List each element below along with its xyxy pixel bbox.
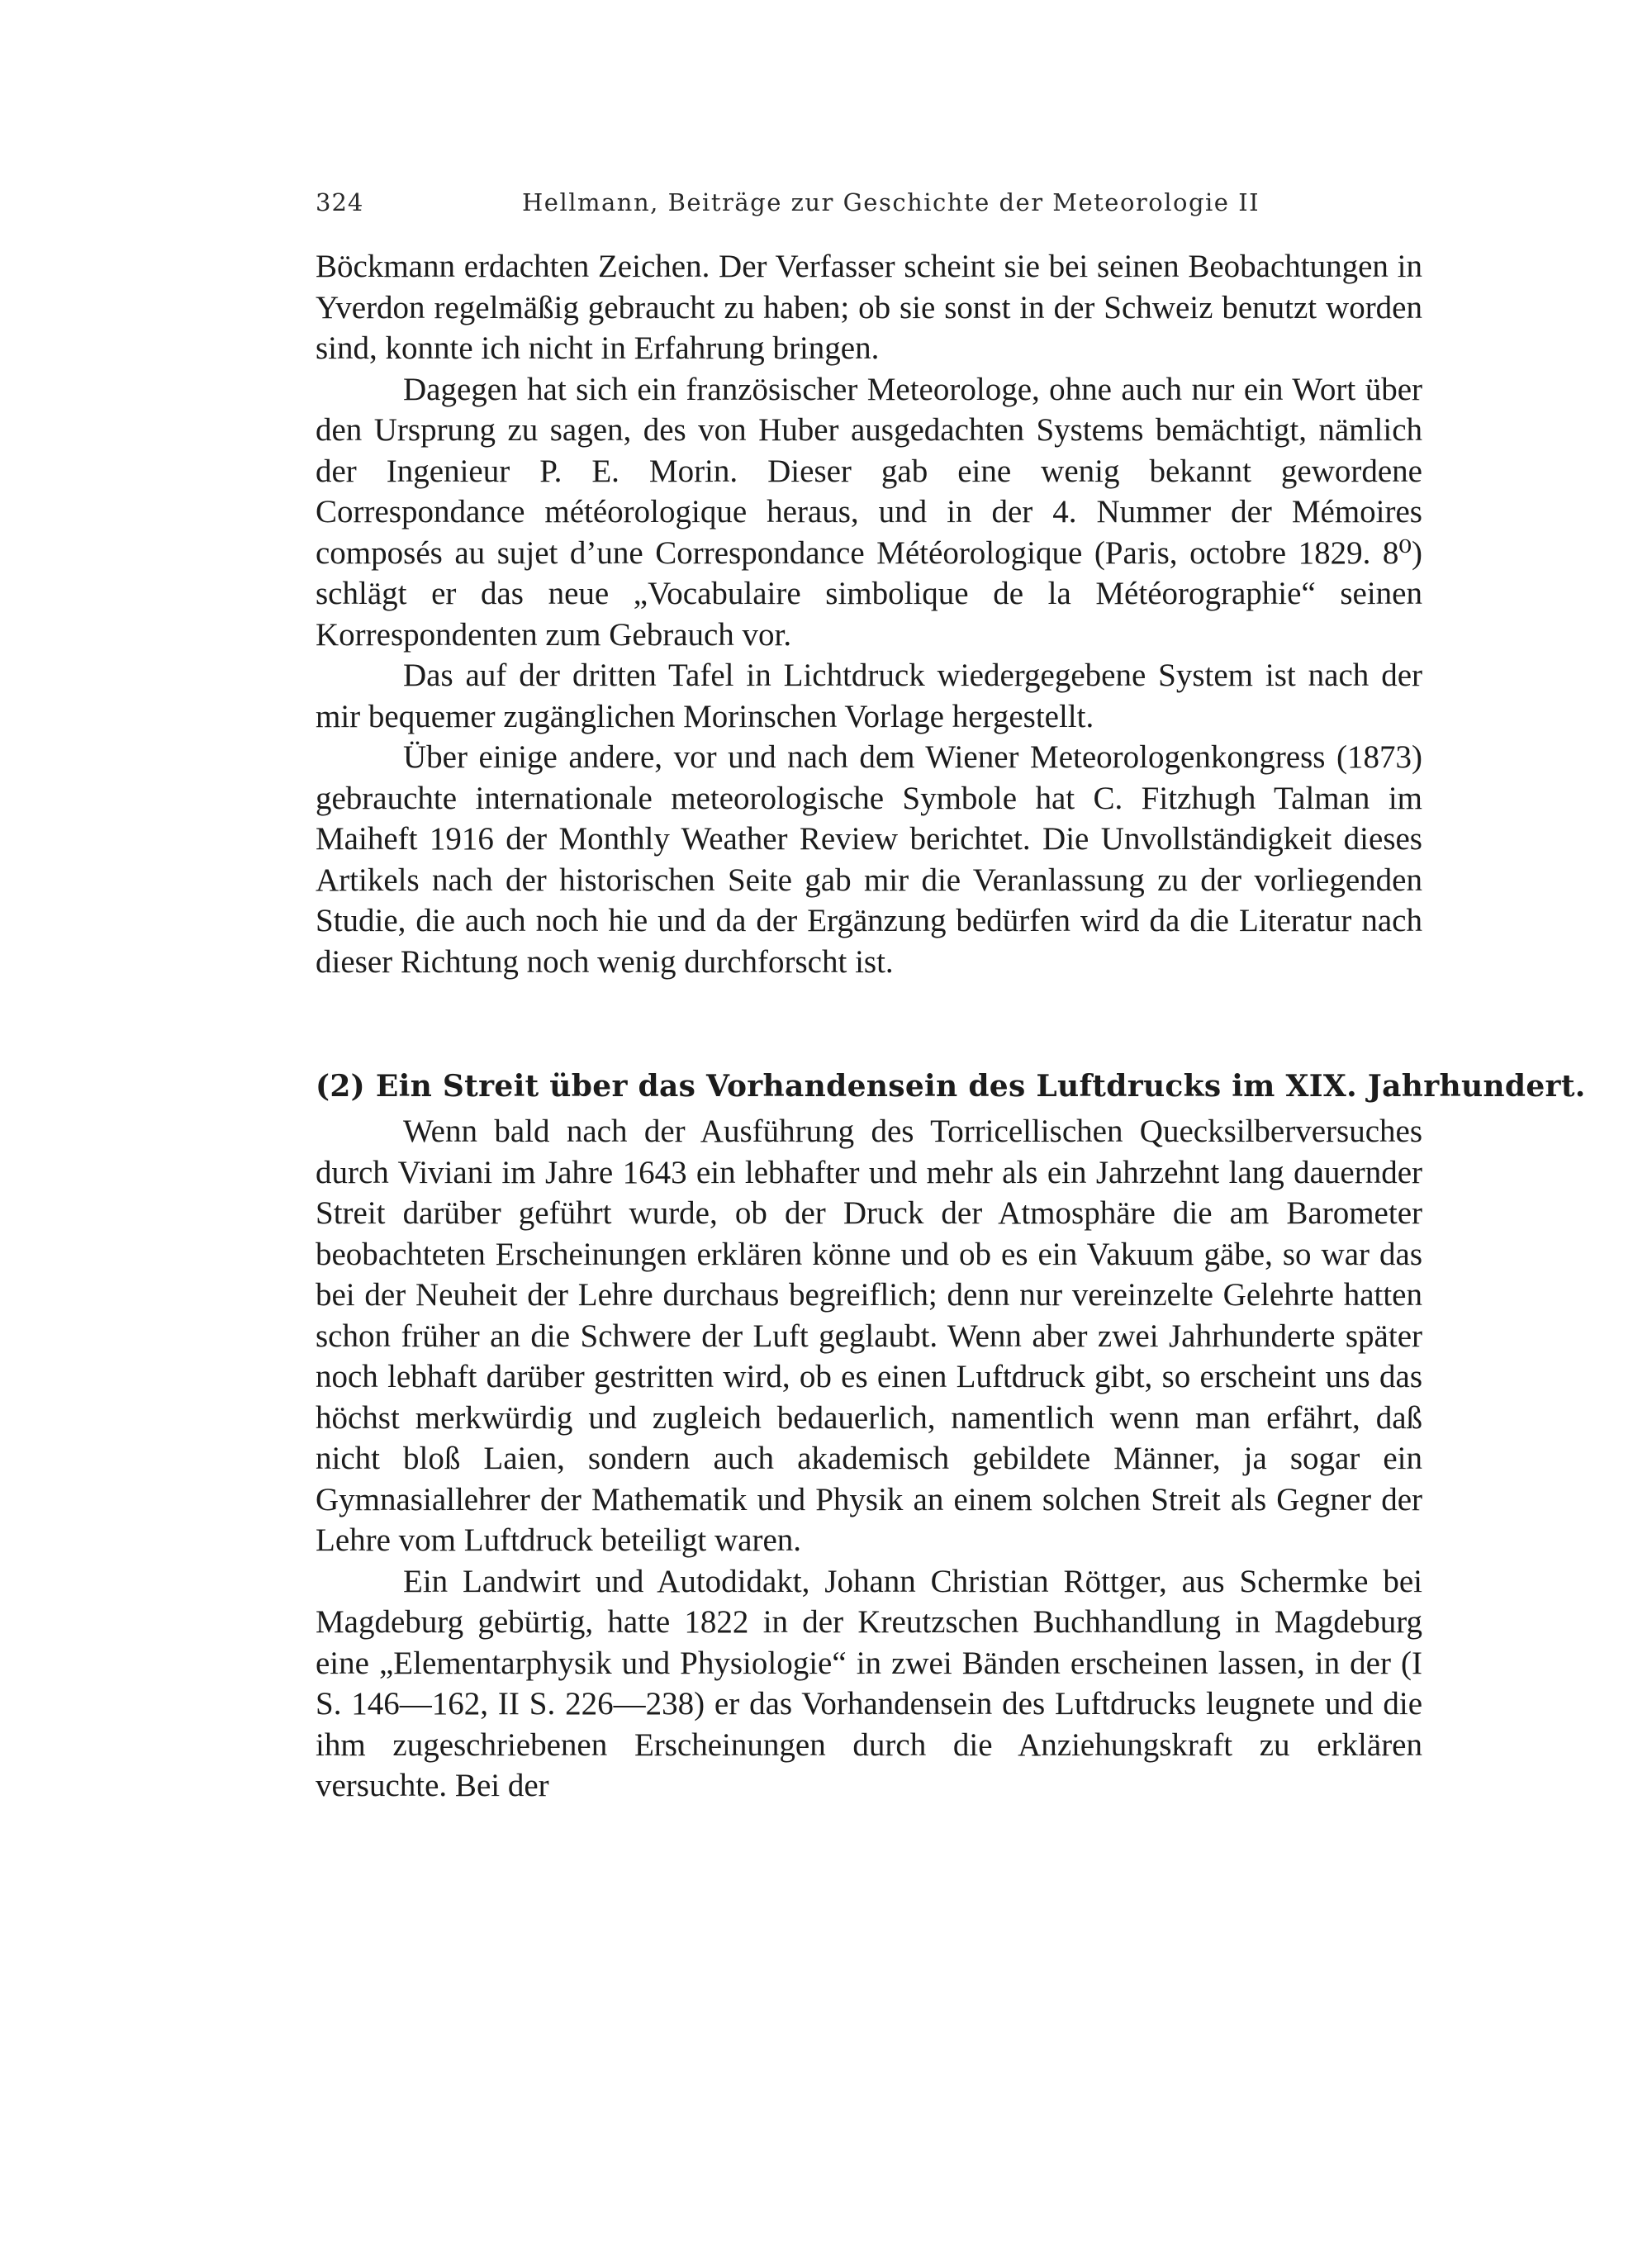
- running-title: Hellmann, Beiträge zur Geschichte der Meteorologie II: [522, 188, 1260, 216]
- paragraph-2: Dagegen hat sich ein französischer Meteorologe, ohne auch nur ein Wort über den Ursprung zu sagen, des von Huber ausgedachten Systems bemächtigt, nämlich der Ingenieur P. E. Morin. Dieser gab eine wenig bekannt gewordene Correspondance météorologique heraus, und in der 4. Nummer der Mémoires composés au sujet d’une Correspondance Météorologique (Paris, octobre 1829. 8⁰) schlägt er das neue „Vocabulaire simbolique de la Météorographie“ seinen Korrespondenten zum Gebrauch vor.: [316, 371, 1422, 653]
- paragraph-6: Ein Landwirt und Autodidakt, Johann Christian Röttger, aus Schermke bei Magdeburg gebürtig, hatte 1822 in der Kreutzschen Buchhandlung in Magdeburg eine „Elementarphysik und Physiologie“ in zwei Bänden erscheinen lassen, in der (I S. 146—162, II S. 226—238) er das Vorhandensein des Luftdrucks leugnete und die ihm zugeschriebenen Erscheinungen durch die Anziehungskraft zu erklären versuchte. Bei der: [316, 1563, 1422, 1803]
- paragraph-4: Über einige andere, vor und nach dem Wiener Meteorologenkongress (1873) gebrauchte internationale meteorologische Symbole hat C. Fitzhugh Talman im Maiheft 1916 der Monthly Weather Review berichtet. Die Unvollständigkeit dieses Artikels nach der historischen Seite gab mir die Veranlassung zu der vorliegenden Studie, die auch noch hie und da der Ergänzung bedürfen wird da die Literatur nach dieser Richtung noch wenig durchforscht ist.: [316, 739, 1422, 980]
- body-text: [316, 246, 1586, 1807]
- section-heading: (2) Ein Streit über das Vorhandensein des Luftdrucks im XIX. Jahrhundert.: [316, 1069, 1586, 1104]
- bottom-margin: [0, 2065, 1652, 2251]
- page-header: [316, 188, 1439, 238]
- page-number: 324: [316, 188, 364, 216]
- paragraph-1: Böckmann erdachten Zeichen. Der Verfasser scheint sie bei seinen Beobachtungen in Yverdon regelmäßig gebraucht zu haben; ob sie sonst in der Schweiz benutzt worden sind, konnte ich nicht in Erfahrung bringen.: [316, 249, 1422, 366]
- paragraph-3: Das auf der dritten Tafel in Lichtdruck wiedergegebene System ist nach der mir bequemer zugänglichen Morinschen Vorlage hergestellt.: [316, 658, 1422, 734]
- paragraph-5: Wenn bald nach der Ausführung des Torricellischen Quecksilberversuches durch Viviani im Jahre 1643 ein lebhafter und mehr als ein Jahrzehnt lang dauernder Streit darüber geführt wurde, ob der Druck der Atmosphäre die am Barometer beobachteten Erscheinungen erklären könne und ob es ein Vakuum gäbe, so war das bei der Neuheit der Lehre durchaus begreiflich; denn nur vereinzelte Gelehrte hatten schon früher an die Schwere der Luft geglaubt. Wenn aber zwei Jahrhunderte später noch lebhaft darüber gestritten wird, ob es einen Luftdruck gibt, so erscheint uns das höchst merkwürdig und zugleich bedauerlich, namentlich wenn man erfährt, daß nicht bloß Laien, sondern auch akademisch gebildete Männer, ja sogar ein Gymnasiallehrer der Mathematik und Physik an einem solchen Streit als Gegner der Lehre vom Luftdruck beteiligt waren.: [316, 1114, 1422, 1558]
